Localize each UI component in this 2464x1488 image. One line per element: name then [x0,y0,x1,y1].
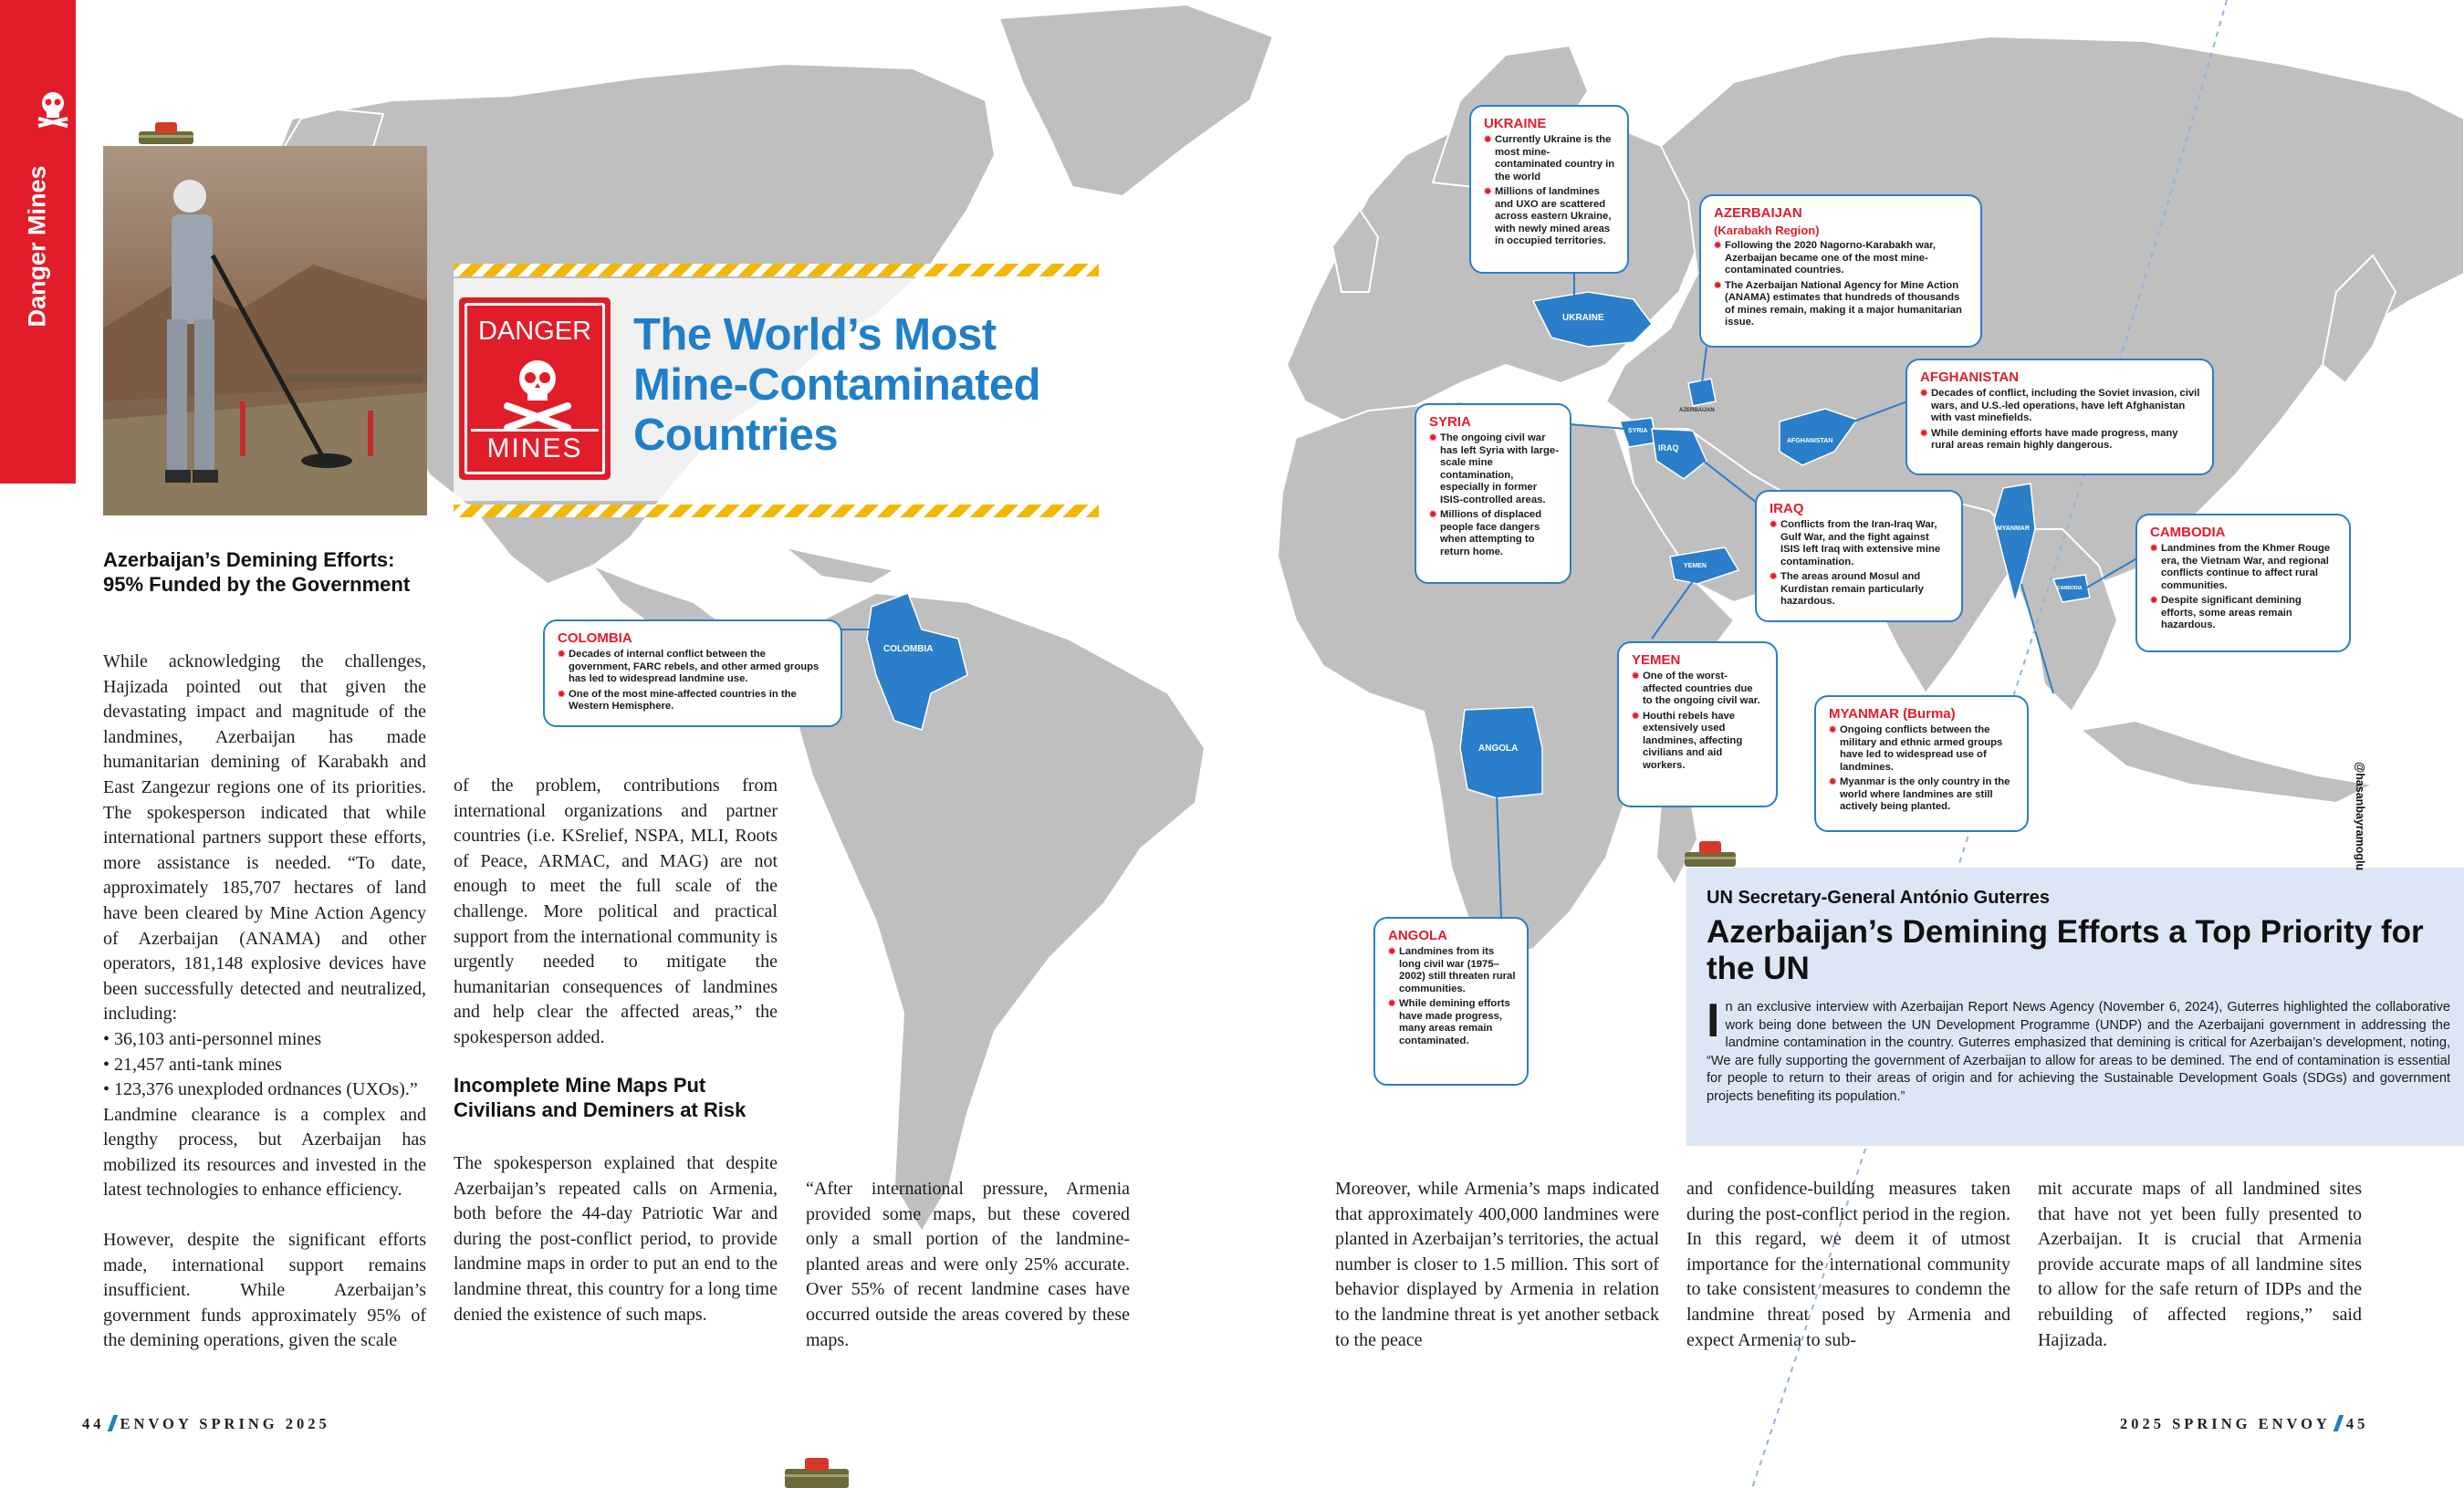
callout-title: MYANMAR (Burma) [1829,706,1956,722]
un-body [1707,994,2450,1106]
callout-item: ✹ Landmines from the Khmer Rouge era, the Vietnam War, and regional conflicts continue to affect rural communities. [2150,543,2338,592]
callout-ukraine [1469,105,1629,274]
sign-mines-text: MINES [471,429,599,464]
left-column [103,650,426,1354]
callout-item: ✹ Despite significant demining efforts, some areas remain hazardous. [2150,595,2338,632]
callout-title: CAMBODIA [2150,525,2226,540]
callout-afghanistan [1905,359,2214,475]
article-subheading: Azerbaijan’s Demining Efforts: 95% Funded by the Government [103,548,411,596]
map-label-iraq: IRAQ [1658,443,1679,453]
landmine-icon [1685,832,1736,869]
callout-title: AFGHANISTAN [1920,369,2020,385]
callout-syria [1415,403,1571,584]
right-column-1 [1335,1177,1659,1353]
paragraph: mit accurate maps of all landmined sites that have not yet been fully presented to Azerbaijan. It is crucial that Armenia provide accurate maps of all landmine sites to allow for the safe return of IDPs and the rebuilding of affected regions,” said Hajizada. [2038,1179,2362,1350]
callout-item: ✹ One of the most mine-affected countries in the Western Hemisphere. [558,689,830,713]
paragraph: However, despite the significant efforts made, international support remains insufficient. While Azerbaijan’s government funds approximately 95% of the demining operations, given the scale [103,1230,426,1351]
hazard-stripe-bottom [454,505,1099,517]
section-tab-label: Danger Mines [23,165,51,328]
un-kicker: UN Secretary-General António Guterres [1707,888,2051,908]
callout-title: IRAQ [1770,501,1804,516]
map-label-angola: ANGOLA [1478,744,1519,754]
right-column-2 [1686,1177,2010,1353]
map-label-afghanistan: AFGHANISTAN [1787,438,1833,444]
middle-column-lower [454,1151,778,1327]
callout-angola [1373,917,1529,1086]
south-america-shape [794,593,1205,1232]
callout-myanmar [1814,695,2029,832]
paragraph: and confidence-building measures taken during the post-conflict period in the region. In this regard, we deem it of utmost importance for the international community to take consistent measures to condemn the landmine threat posed by Armenia and expect Armenia to sub- [1686,1179,2010,1350]
un-title: Azerbaijan’s Demining Efforts a Top Priority for the UN [1707,914,2424,986]
footer-publication: 2025 SPRING ENVOY [2120,1415,2331,1432]
hazard-stripe-top [454,264,1099,276]
indonesia-shape [2081,721,2373,803]
landmine-icon [139,117,193,144]
footer-slash [107,1415,118,1431]
callout-subtitle: (Karabakh Region) [1714,224,1820,237]
callout-item: ✹ While demining efforts have made progress, many rural areas remain highly dangerous. [1920,428,2201,453]
callout-item: ✹ The ongoing civil war has left Syria with large-scale mine contamination, especially in former ISIS-controlled areas. [1429,432,1559,506]
callout-title: YEMEN [1632,652,1681,668]
skull-crossbones-icon [502,353,573,432]
list-item: • 36,103 anti-personnel mines [103,1028,322,1049]
stats-list [103,1027,426,1103]
greenland-shape [999,5,1273,196]
callout-title: AZERBAIJAN [1714,205,1802,221]
middle-column [454,774,778,1051]
sign-danger-text: DANGER [477,317,592,346]
callout-colombia [543,619,842,727]
map-label-myanmar: MYANMAR [1997,525,2030,532]
drop-cap: I [1707,994,1720,1047]
callout-item: ✹ Conflicts from the Iran-Iraq War, Gulf War, and the fight against ISIS left Iraq with extensive mine contamination. [1770,519,1950,568]
callout-item: ✹ Houthi rebels have extensively used landmines, affecting civilians and aid workers. [1632,711,1765,773]
third-column [806,1177,1130,1353]
section-tab [0,0,76,484]
demining-photo [103,146,427,515]
map-label-azerbaijan: AZERBAIJAN [1679,408,1715,413]
callout-title: UKRAINE [1484,116,1547,131]
map-label-ukraine: UKRAINE [1562,313,1604,323]
callout-item: ✹ Myanmar is the only country in the world where landmines are still actively being planted. [1829,776,2016,814]
callout-item: ✹ Currently Ukraine is the most mine-contaminated country in the world [1484,134,1616,183]
footer-right [2120,1415,2368,1433]
right-column-3 [2038,1177,2362,1353]
footer-publication: ENVOY SPRING 2025 [120,1415,330,1432]
callout-item: ✹ Landmines from its long civil war (1975–2002) still threaten rural communities. [1388,946,1516,995]
danger-mines-sign [459,297,611,480]
callout-item: ✹ The Azerbaijan National Agency for Mine Action (ANAMA) estimates that hundreds of thousands of mines remain, making it a major humanitarian issue. [1714,280,1969,329]
paragraph: of the problem, contributions from international organizations and partner countries (i.e. KSrelief, NSPA, MLI, Roots of Peace, ARMAC, and MAG) are not enough to meet the full scale of the challenge. More political and practical support from the international community is urgently needed to mitigate the humanitarian consequences of landmines and help clear the affected areas,” the spokesperson added. [454,775,778,1047]
callout-title: ANGOLA [1388,928,1447,943]
map-label-syria: SYRIA [1628,428,1648,434]
callout-item: ✹ Millions of landmines and UXO are scattered across eastern Ukraine, with newly mined areas in occupied territories. [1484,186,1616,248]
paragraph: The spokesperson explained that despite Azerbaijan’s repeated calls on Armenia, both before the 44-day Patriotic War and during the post-conflict period, to provide landmine maps in order to put an end to the landmine threat, this country for a long time denied the existence of such maps. [454,1153,778,1325]
map-label-colombia: COLOMBIA [883,644,934,654]
map-label-cambodia: CAMBODIA [2057,586,2083,591]
article-subheading: Incomplete Mine Maps Put Civilians and Deminers at Risk [454,1074,747,1121]
skull-icon [35,88,71,128]
callout-iraq [1755,490,1963,622]
paragraph: Landmine clearance is a complex and lengthy process, but Azerbaijan has mobilized its resources and invested in the latest technologies to enhance efficiency. [103,1104,426,1201]
landmine-icon [785,1452,849,1488]
callout-item: ✹ One of the worst-affected countries due to the ongoing civil war. [1632,671,1765,708]
photo-credit: @hasanbayramoglu [2354,762,2366,871]
page-number: 44 [82,1415,105,1432]
un-body-text: n an exclusive interview with Azerbaijan Report News Agency (November 6, 2024), Guterres highlighted the collaborative work being done between the UN Development Programme (UNDP) and the Azerbaijani government in addressing the landmine contamination in the country. Guterres emphasized that demining is critical for Azerbaijan’s development, noting, “We are fully supporting the government of Azerbaijan to allow for areas to be demined. The end of contamination is essential for people to return to their areas of origin and for achieving the Sustainable Development Goals (SDGs) and government projects benefiting its population.” [1707,1000,2450,1104]
callout-item: ✹ Ongoing conflicts between the military and ethnic armed groups have led to widespread use of landmines. [1829,724,2016,774]
callout-title: SYRIA [1429,414,1471,430]
callout-yemen [1617,641,1778,807]
callout-item: ✹ While demining efforts have made progress, many areas remain contaminated. [1388,998,1516,1047]
callout-item: ✹ Decades of internal conflict between the government, FARC rebels, and other armed groups has led to widespread landmine use. [558,649,830,686]
caribbean-shape [785,547,894,584]
footer-left [82,1415,330,1433]
paragraph: “After international pressure, Armenia provided some maps, but these covered only a small portion of the landmine-planted areas and were only 25% accurate. Over 55% of recent landmine cases have occurred outside the areas covered by these maps. [806,1179,1130,1350]
list-item: • 123,376 unexploded ordnances (UXOs).” [103,1079,418,1100]
callout-item: ✹ The areas around Mosul and Kurdistan remain particularly hazardous. [1770,571,1950,609]
paragraph: Moreover, while Armenia’s maps indicated that approximately 400,000 landmines were planted in Azerbaijan’s territories, the actual number is closer to 1.5 million. This sort of behavior displayed by Armenia in relation to the landmine threat is yet another setback to the peace [1335,1179,1659,1350]
callout-cambodia [2135,514,2351,652]
callout-item: ✹ Millions of displaced people face dangers when attempting to return home. [1429,509,1559,558]
callout-title: COLOMBIA [558,630,632,646]
callout-item: ✹ Decades of conflict, including the Soviet invasion, civil wars, and U.S.-led operations, have left Afghanistan with vast minefields. [1920,388,2201,425]
page-title: The World’s Most Mine-Contaminated Countries [633,310,1041,460]
footer-slash [2333,1415,2344,1431]
page-number: 45 [2345,1415,2369,1432]
map-label-yemen: YEMEN [1684,563,1707,569]
list-item: • 21,457 anti-tank mines [103,1054,282,1075]
callout-azerbaijan [1699,194,1982,348]
callout-item: ✹ Following the 2020 Nagorno-Karabakh war, Azerbaijan became one of the most mine-contaminated countries. [1714,240,1969,277]
paragraph: While acknowledging the challenges, Hajizada pointed out that given the devastating impact and magnitude of the landmines, Azerbaijan has made humanitarian demining of Karabakh and East Zangezur regions one of its priorities. The spokesperson indicated that while international partners support these efforts, more assistance is needed. “To date, approximately 185,707 hectares of land have been cleared by Mine Action Agency of Azerbaijan (ANAMA) and other operators, 181,148 explosive devices have been successfully detected and neutralized, including: [103,651,426,1025]
